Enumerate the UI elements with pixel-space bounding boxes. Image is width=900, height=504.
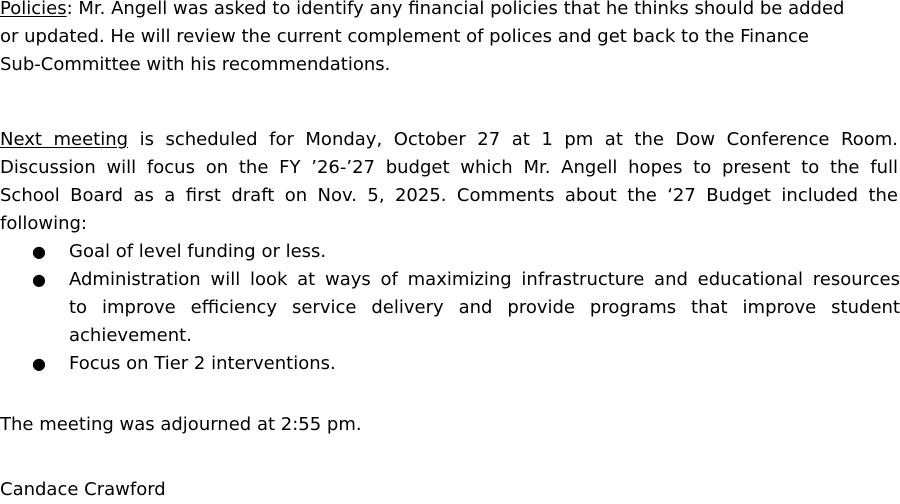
adjourned-text: The meeting was adjourned at 2:55 pm. [0,414,362,435]
next-meeting-line-1 [0,126,898,154]
bullet-icon: ● [32,270,46,289]
list-item [0,266,900,350]
list-item-line: Administration will look at ways of maximizing infrastructure and educational resources [69,269,900,290]
signature-name: Candace Crawford [0,479,166,500]
list-item-text [69,350,900,378]
policies-heading: Policies [0,0,67,19]
signature-block [0,476,898,504]
list-item-text [69,238,900,266]
list-item-line: to improve efficiency service delivery and provide programs that improve student [69,297,900,318]
list-item-line: Goal of level funding or less. [69,241,327,262]
list-item-line: Focus on Tier 2 interventions. [69,353,336,374]
budget-comments-list [0,238,900,378]
adjourned-paragraph [0,411,898,439]
list-item-line: achievement. [69,325,192,346]
next-meeting-line-4: following: [0,213,87,234]
next-meeting-text: is scheduled for Monday, October 27 at 1 pm at the Dow Conference Room. [128,129,898,150]
next-meeting-line-2: Discussion will focus on the FY ’26-’27 budget which Mr. Angell hopes to present to the full [0,157,898,178]
list-item [0,238,900,266]
policies-line-3: Sub-Committee with his recommendations. [0,54,391,75]
bullet-icon: ● [32,354,46,373]
list-item-text [69,266,900,350]
policies-line-2: or updated. He will review the current complement of polices and get back to the Finance [0,26,809,47]
next-meeting-paragraph [0,126,898,238]
policies-line-1 [0,0,898,23]
next-meeting-heading: Next meeting [0,129,129,150]
next-meeting-line-3: School Board as a first draft on Nov. 5, 2025. Comments about the ‘27 Budget included the [0,185,898,206]
policies-paragraph [0,0,898,79]
policies-text: : Mr. Angell was asked to identify any financial policies that he thinks should be added [66,0,845,19]
list-item [0,350,900,378]
bullet-icon: ● [32,242,46,261]
